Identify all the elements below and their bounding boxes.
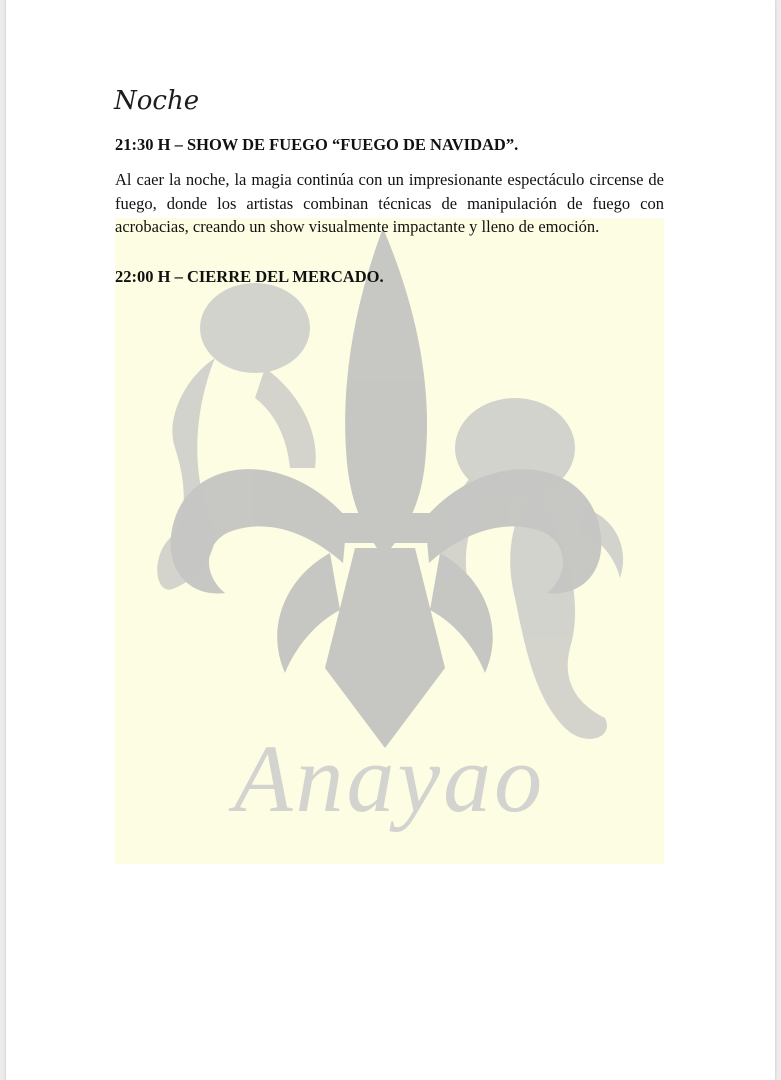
event-heading-market-close: 22:00 H – CIERRE DEL MERCADO. <box>115 267 384 286</box>
event-description-fire-show: Al caer la noche, la magia continúa con un impresionante espectáculo circense de fuego, donde los artistas combinan técnicas de manipulación de fuego con acrobacias, creando un show visualmente impactante y lleno de emoción. <box>115 170 664 236</box>
document-page <box>6 0 775 1080</box>
watermark-brand-text: Anayao <box>233 725 546 832</box>
event-heading-fire-show: 21:30 H – SHOW DE FUEGO “FUEGO DE NAVIDAD”. <box>115 135 519 154</box>
section-title: Noche <box>114 86 200 116</box>
watermark <box>115 218 664 864</box>
